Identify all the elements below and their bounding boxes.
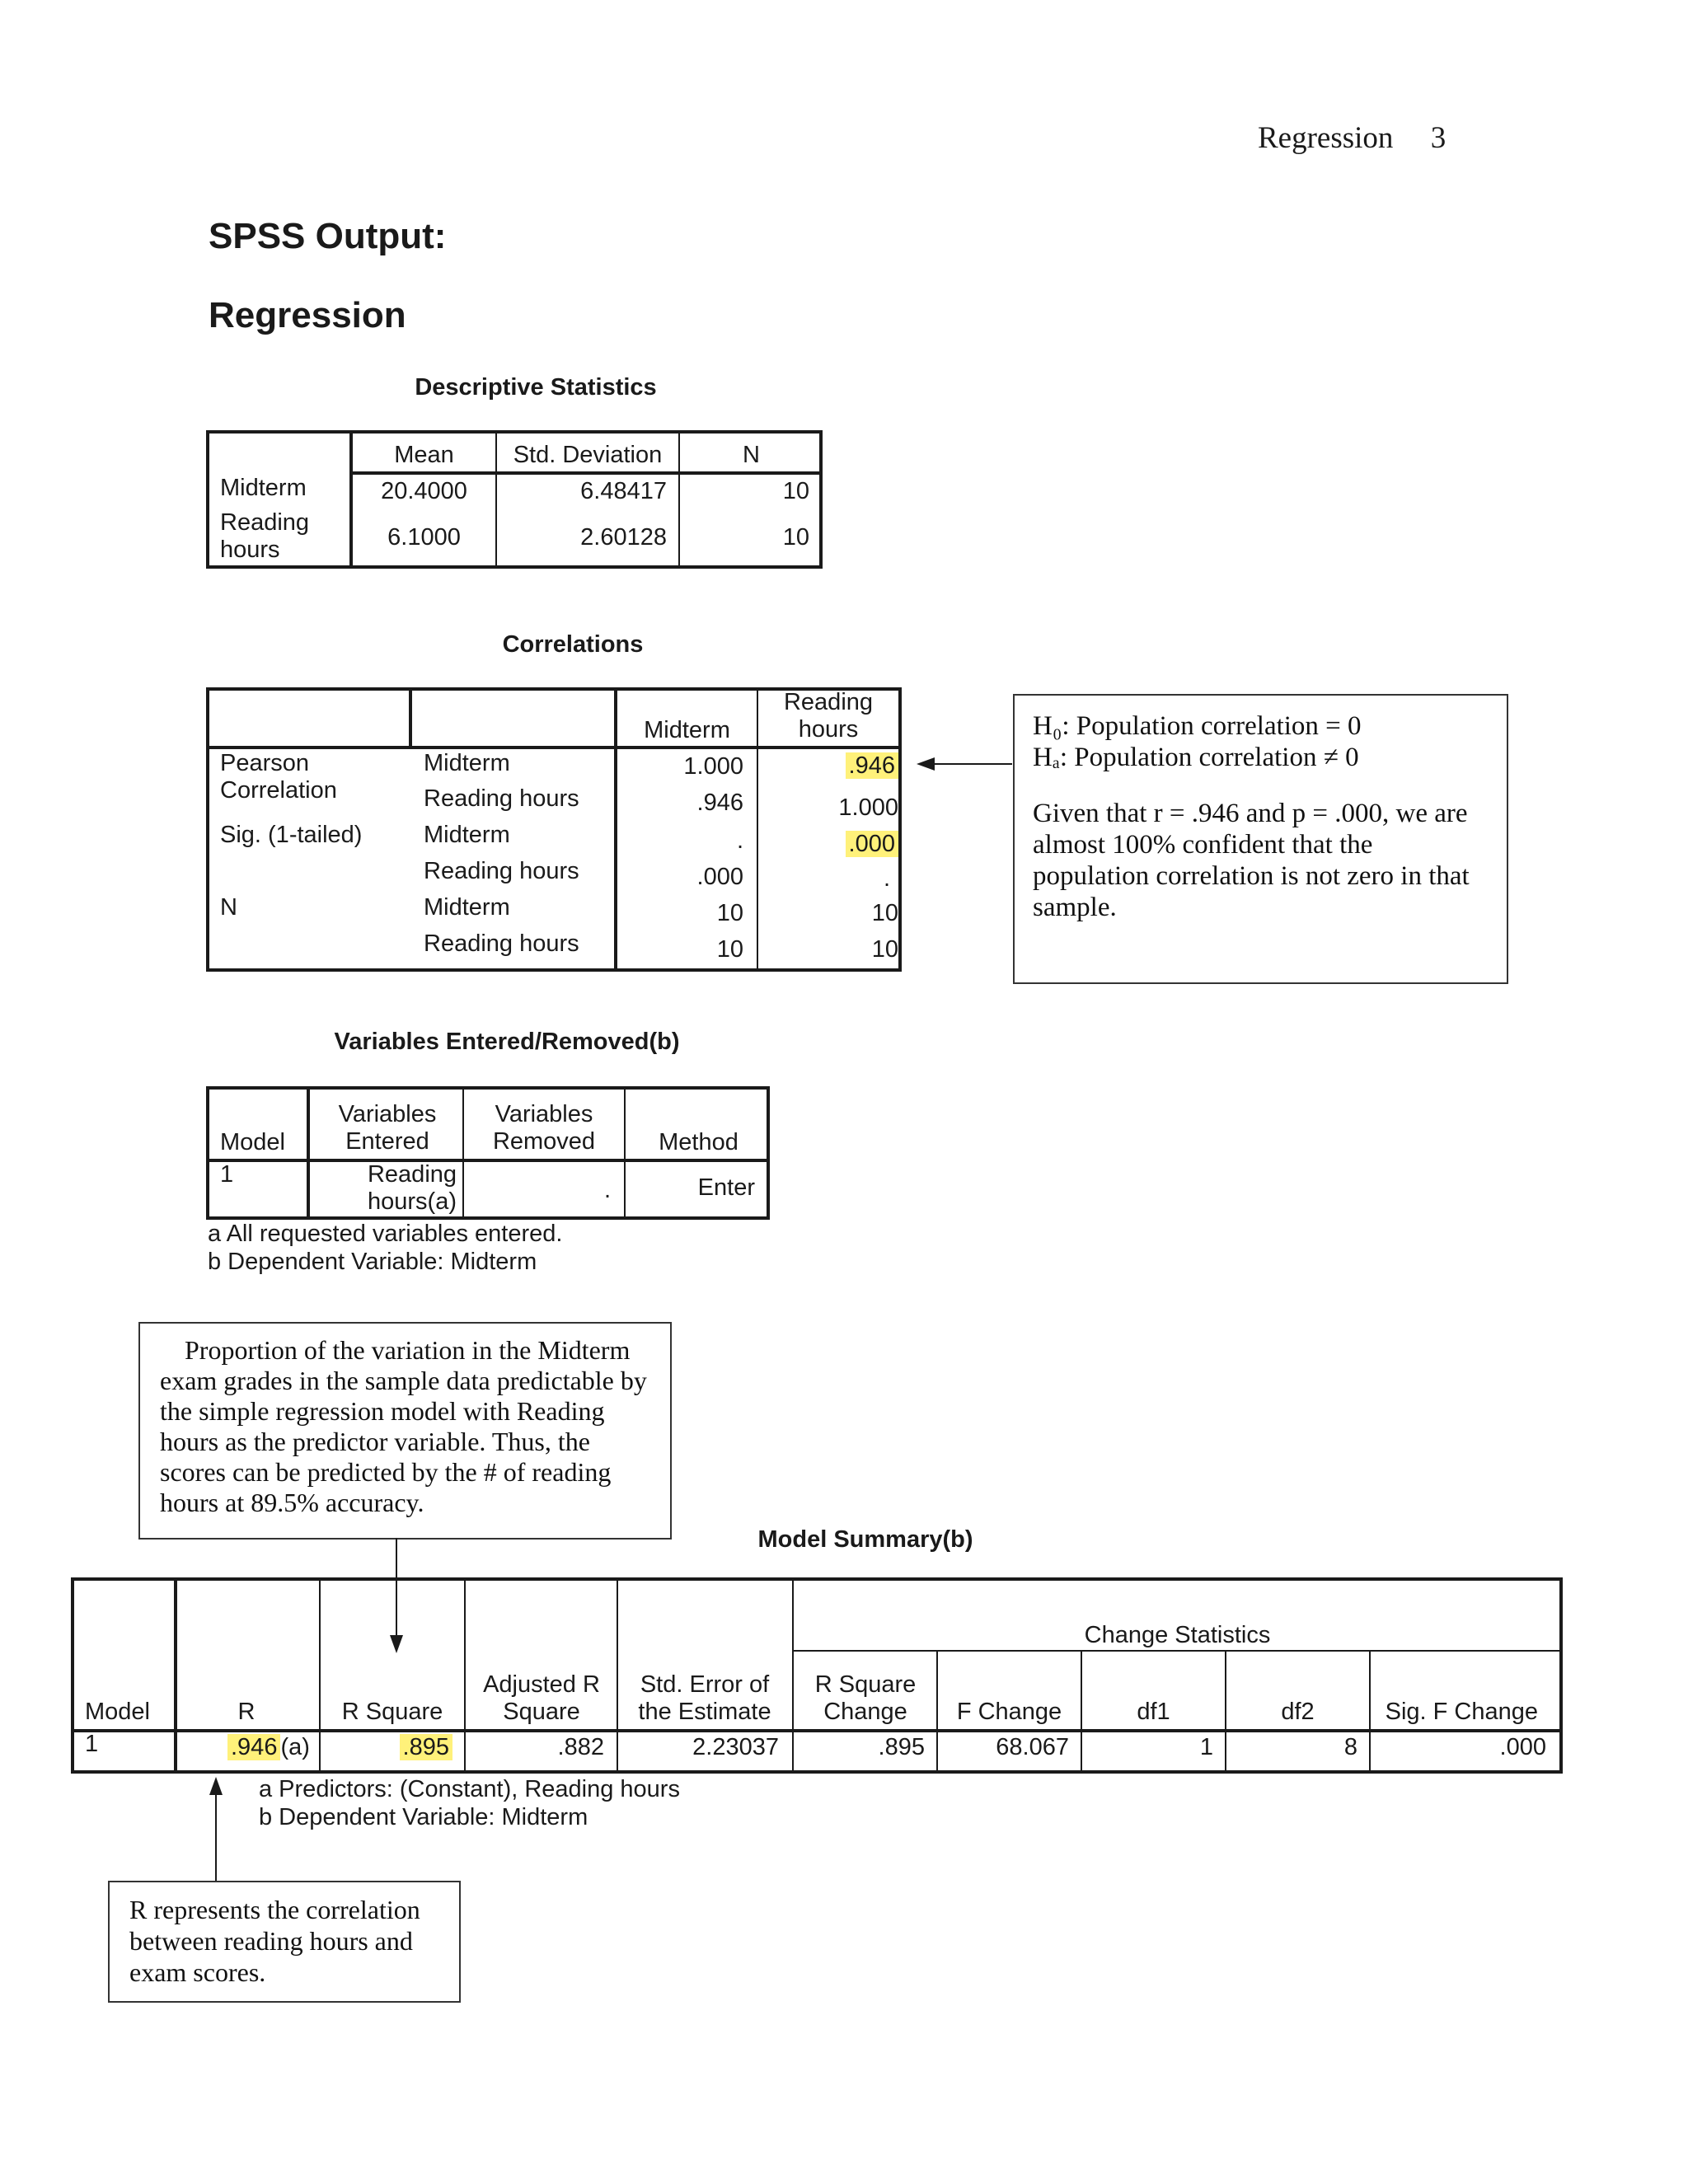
running-title	[1258, 120, 1446, 156]
hypothesis-explanation: Given that r = .946 and p = .000, we are almost 100% confident that the population correlation is not zero in that sample.	[1033, 799, 1470, 922]
ms-header-df1: df1	[1137, 1699, 1170, 1725]
ms-cell-adj-r-square: .882	[557, 1734, 604, 1760]
var-header-model: Model	[220, 1129, 285, 1155]
corr-cell: 10	[716, 900, 743, 926]
ms-cell-r: .946 (a)	[227, 1734, 310, 1761]
desc-header-sd: Std. Deviation	[513, 442, 663, 468]
null-hypothesis: H₀: Population correlation = 0	[1033, 711, 1362, 741]
var-header-method: Method	[659, 1129, 738, 1155]
change-statistics-header: Change Statistics	[1084, 1622, 1271, 1648]
corr-row-label: Reading hours	[424, 930, 579, 957]
section-heading-regression: Regression	[209, 295, 406, 335]
corr-row-label: Reading hours	[424, 858, 579, 884]
ms-header-r-square: R Square	[341, 1699, 443, 1725]
corr-cell: .	[736, 827, 743, 854]
correlations-title: Correlations	[502, 631, 644, 658]
proportion-explanation: Proportion of the variation in the Midterm exam grades in the sample data predictable by the simple regression model with Reading hours as the predictor variable. Thus, the scores can be predicted by the # of reading hours at 89.5% accuracy.	[160, 1335, 647, 1517]
corr-cell: 10	[871, 900, 898, 926]
ms-header-adj-r-square: Adjusted R Square	[483, 1671, 600, 1725]
desc-header-mean: Mean	[394, 442, 454, 468]
desc-cell: 2.60128	[580, 524, 667, 551]
ms-header-df2: df2	[1281, 1699, 1315, 1725]
var-header-removed: Variables Removed	[492, 1101, 596, 1155]
var-header-entered: Variables Entered	[338, 1101, 437, 1155]
desc-row-label: Reading hours	[220, 509, 310, 563]
ms-cell-df2: 8	[1343, 1734, 1357, 1760]
alternative-hypothesis: Hₐ: Population correlation ≠ 0	[1033, 743, 1359, 772]
ms-cell-f-change: 68.067	[996, 1734, 1069, 1760]
model-summary-footnote-a: a Predictors: (Constant), Reading hours	[259, 1776, 680, 1802]
page-number: 3	[1430, 121, 1447, 155]
desc-cell: 6.1000	[387, 524, 461, 551]
ms-header-r: R	[237, 1699, 256, 1725]
var-cell-method: Enter	[697, 1174, 755, 1201]
corr-cell: .000	[696, 864, 743, 890]
variables-footnote-b: b Dependent Variable: Midterm	[208, 1249, 537, 1275]
ms-header-sig-f-change: Sig. F Change	[1385, 1699, 1538, 1725]
corr-cell: .946	[696, 790, 743, 816]
r-explanation-box	[108, 1881, 461, 2003]
corr-row-label: Midterm	[424, 894, 510, 921]
desc-cell: 6.48417	[580, 478, 667, 504]
corr-group-n: N	[220, 894, 237, 921]
ms-cell-model: 1	[85, 1731, 99, 1757]
ms-header-f-change: F Change	[956, 1699, 1062, 1725]
proportion-box	[138, 1322, 672, 1540]
corr-cell: 10	[716, 936, 743, 963]
corr-row-label: Reading hours	[424, 785, 579, 812]
descriptive-stats-title: Descriptive Statistics	[415, 374, 657, 401]
corr-cell-highlighted: .946	[758, 752, 898, 780]
desc-cell: 20.4000	[381, 478, 467, 504]
desc-row-label: Midterm	[220, 475, 307, 501]
ms-cell-r2-change: .895	[878, 1734, 925, 1760]
corr-row-label: Midterm	[424, 750, 510, 776]
ms-cell-df1: 1	[1199, 1734, 1213, 1760]
desc-header-n: N	[743, 442, 760, 468]
model-summary-footnote-b: b Dependent Variable: Midterm	[259, 1804, 588, 1830]
desc-cell: 10	[782, 478, 809, 504]
ms-header-r2-change: R Square Change	[814, 1671, 917, 1725]
hypothesis-box	[1013, 694, 1508, 984]
corr-header-reading: Reading hours	[783, 689, 874, 743]
corr-cell: 1.000	[838, 794, 898, 821]
corr-cell: 10	[871, 936, 898, 963]
ms-header-std-error: Std. Error of the Estimate	[638, 1671, 771, 1725]
corr-cell: .	[883, 865, 890, 892]
desc-cell: 10	[782, 524, 809, 551]
section-heading-spss-output: SPSS Output:	[209, 216, 447, 256]
arrow-up-icon	[204, 1775, 228, 1881]
var-cell-model: 1	[220, 1161, 234, 1188]
arrow-left-icon	[915, 752, 1014, 776]
model-summary-title: Model Summary(b)	[757, 1526, 973, 1553]
var-cell-removed: .	[604, 1177, 612, 1203]
variables-title: Variables Entered/Removed(b)	[334, 1029, 680, 1055]
corr-row-label: Midterm	[424, 822, 510, 848]
corr-cell-highlighted: .000	[758, 831, 898, 858]
var-cell-entered: Reading hours(a)	[367, 1161, 457, 1215]
ms-cell-std-error: 2.23037	[692, 1734, 779, 1760]
ms-cell-sig-f-change: .000	[1499, 1734, 1546, 1760]
ms-header-model: Model	[85, 1699, 150, 1725]
corr-cell: 1.000	[683, 753, 743, 780]
ms-cell-r-square: .895	[321, 1734, 452, 1761]
corr-group-sig: Sig. (1-tailed)	[220, 822, 363, 848]
running-title-text: Regression	[1258, 121, 1394, 155]
r-explanation: R represents the correlation between reading hours and exam scores.	[129, 1895, 420, 1987]
corr-header-midterm: Midterm	[644, 717, 730, 743]
corr-group-pearson: Pearson Correlation	[220, 750, 337, 804]
variables-footnote-a: a All requested variables entered.	[208, 1221, 563, 1247]
